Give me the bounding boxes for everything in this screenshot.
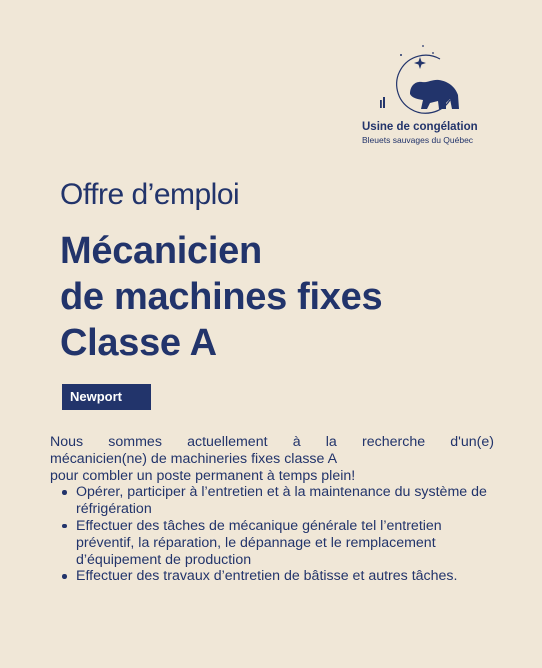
- location-badge: Newport: [62, 384, 151, 410]
- duty-item: Effectuer des travaux d’entretien de bâtisse et autres tâches.: [76, 568, 494, 585]
- duty-item: Opérer, participer à l’entretien et à la maintenance du système de réfrigération: [76, 484, 494, 518]
- job-offer-kicker: Offre d’emploi: [60, 178, 240, 211]
- duty-item: Effectuer des tâches de mécanique générale tel l’entretien préventif, la réparation, le dépannage et le remplacement d’équipement de production: [76, 518, 494, 568]
- intro-line: mécanicien(ne) de machineries fixes classe A: [50, 450, 338, 467]
- job-title-line: Mécanicien: [60, 230, 262, 272]
- intro-paragraph: [50, 434, 494, 484]
- job-title-line: de machines fixes: [60, 276, 383, 318]
- brand-logo: [358, 42, 498, 152]
- duties-list: [50, 484, 494, 585]
- job-title: [60, 228, 382, 366]
- job-description: [50, 434, 494, 585]
- intro-line: Nous sommes actuellement à la recherche d'un(e): [50, 434, 494, 450]
- polar-bear-moon-icon: [376, 42, 480, 118]
- job-title-line: Classe A: [60, 322, 217, 364]
- brand-name: Usine de congélation: [362, 121, 478, 133]
- intro-line: pour combler un poste permanent à temps plein!: [50, 467, 356, 484]
- brand-subtitle: Bleuets sauvages du Québec: [362, 135, 474, 145]
